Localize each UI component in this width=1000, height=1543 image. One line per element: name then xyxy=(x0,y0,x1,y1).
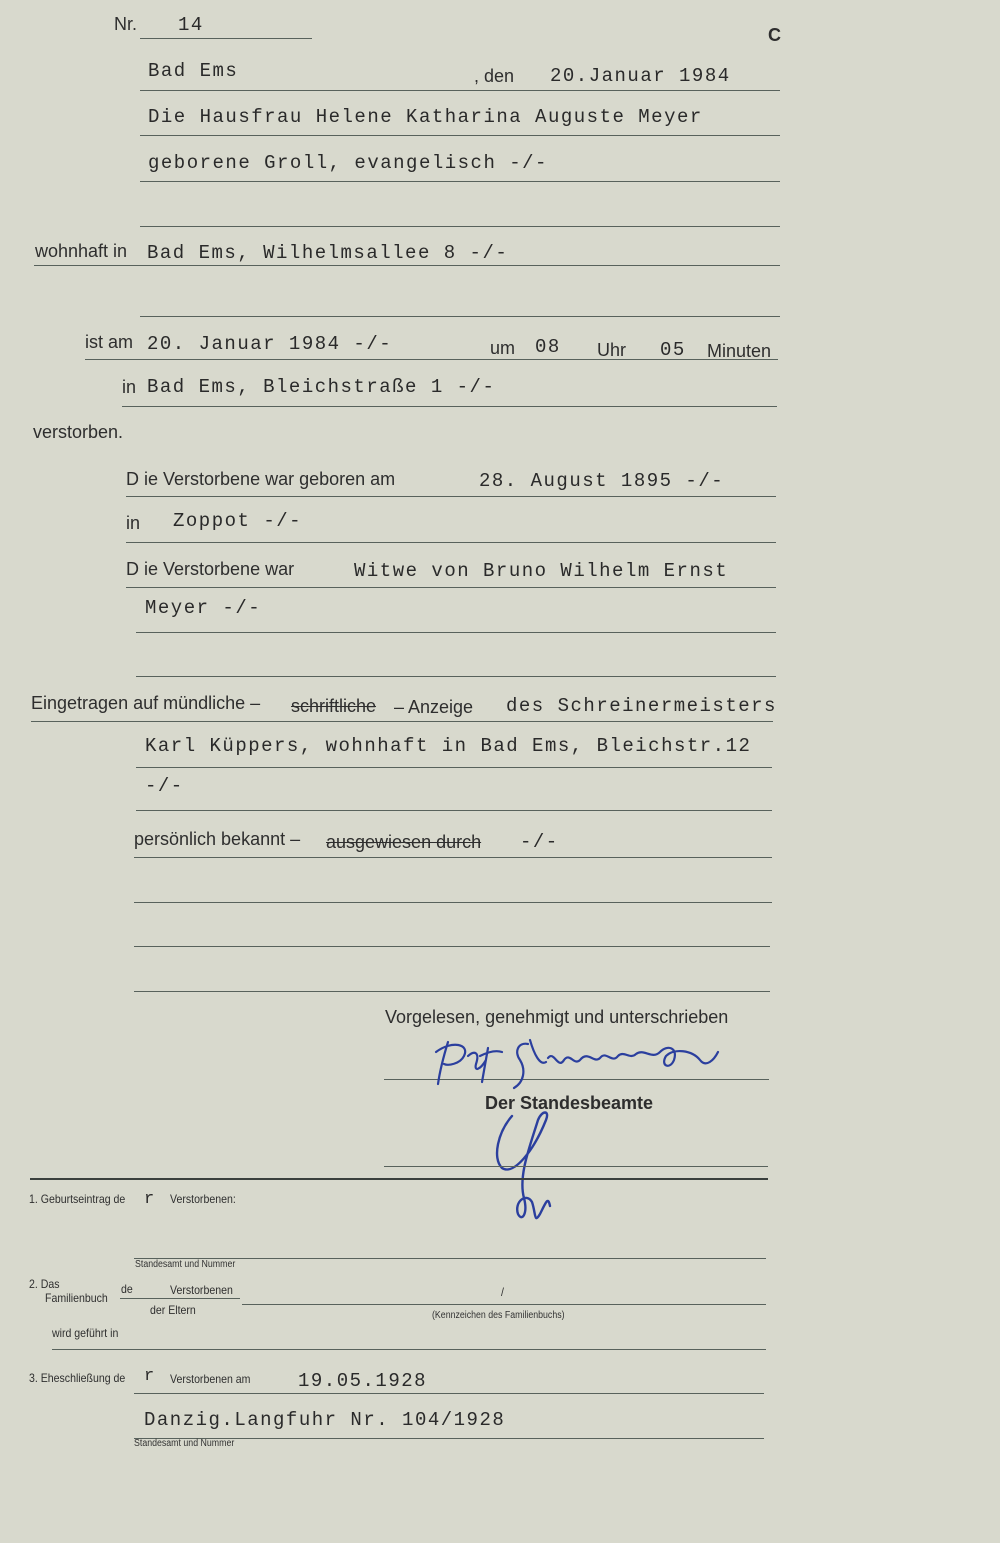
rule xyxy=(136,676,776,677)
bekannt-label: persönlich bekannt – xyxy=(134,829,301,849)
rule xyxy=(134,857,772,858)
den-label: , den xyxy=(474,66,515,86)
marriage-registry: Danzig.Langfuhr Nr. 104/1928 xyxy=(144,1409,506,1431)
footer-3-label: 3. Eheschließung de xyxy=(29,1371,126,1385)
rule xyxy=(126,542,776,543)
place-date-line xyxy=(140,90,780,91)
rule xyxy=(126,587,776,588)
footer-2-label-b: Familienbuch xyxy=(45,1291,108,1305)
footer-1-label: 1. Geburtseintrag de xyxy=(29,1192,126,1206)
birth-place: Zoppot -/- xyxy=(173,510,303,532)
section-divider xyxy=(30,1178,768,1180)
rule xyxy=(136,810,772,811)
rule xyxy=(242,1304,766,1305)
footer-3-label-b: Verstorbenen am xyxy=(170,1372,251,1386)
rule xyxy=(140,316,780,317)
rule xyxy=(140,135,780,136)
series-letter: C xyxy=(768,25,781,45)
rule xyxy=(136,632,776,633)
rule xyxy=(120,1298,240,1299)
birth-date: 28. August 1895 -/- xyxy=(479,470,725,492)
footer-2-slash: / xyxy=(501,1285,504,1299)
rule xyxy=(31,721,773,722)
rule xyxy=(140,181,780,182)
footer-2-label-a: 2. Das xyxy=(29,1277,60,1291)
footer-1-r: r xyxy=(144,1190,156,1209)
footer-2-opt-1: Verstorbenen xyxy=(170,1283,233,1297)
deceased-line-2: geborene Groll, evangelisch -/- xyxy=(148,152,548,174)
death-place: Bad Ems, Bleichstraße 1 -/- xyxy=(147,376,496,398)
minuten-label: Minuten xyxy=(707,341,772,361)
footer-3-r: r xyxy=(144,1367,156,1386)
bekannt-value: -/- xyxy=(520,831,559,853)
place-value: Bad Ems xyxy=(148,60,239,82)
footer-2-kennzeichen: (Kennzeichen des Familienbuchs) xyxy=(432,1310,565,1321)
registration-struck: schriftliche xyxy=(291,696,377,716)
death-minutes: 05 xyxy=(660,339,686,361)
rule xyxy=(134,902,772,903)
rule xyxy=(126,496,776,497)
registrar-signature xyxy=(488,1102,568,1227)
registration-label-a: Eingetragen auf mündliche – xyxy=(31,693,261,713)
rule xyxy=(34,265,780,266)
residence-label: wohnhaft in xyxy=(35,241,128,261)
footer-1-label-b: Verstorbenen: xyxy=(170,1192,236,1206)
registration-label-b: – Anzeige xyxy=(394,697,474,717)
marital-line-1: Witwe von Bruno Wilhelm Ernst xyxy=(354,560,729,582)
birth-in-label: in xyxy=(126,513,141,533)
residence-value: Bad Ems, Wilhelmsallee 8 -/- xyxy=(147,242,509,264)
date-value: 20.Januar 1984 xyxy=(550,65,731,87)
nr-value: 14 xyxy=(178,14,204,36)
uhr-label: Uhr xyxy=(597,340,627,360)
rule xyxy=(134,991,770,992)
nr-line xyxy=(140,38,312,39)
read-approved-label: Vorgelesen, genehmigt und unterschrieben xyxy=(385,1007,729,1027)
death-date: 20. Januar 1984 -/- xyxy=(147,333,393,355)
verstorben-label: verstorben. xyxy=(33,422,124,442)
deceased-line-1: Die Hausfrau Helene Katharina Auguste Meyer xyxy=(148,106,703,128)
rule xyxy=(134,946,770,947)
rule xyxy=(134,1393,764,1394)
ist-am-label: ist am xyxy=(85,332,134,352)
marriage-date: 19.05.1928 xyxy=(298,1370,428,1392)
footer-2-gefuehrt: wird geführt in xyxy=(52,1326,119,1340)
footer-2-opt-2: der Eltern xyxy=(150,1303,196,1317)
rule xyxy=(122,406,777,407)
rule xyxy=(136,767,772,768)
marital-line-2: Meyer -/- xyxy=(145,597,262,619)
footer-1-sub: Standesamt und Nummer xyxy=(135,1259,236,1270)
rule xyxy=(140,226,780,227)
informant-line-2: Karl Küppers, wohnhaft in Bad Ems, Bleichstr.12 xyxy=(145,735,752,757)
death-hour: 08 xyxy=(535,336,561,358)
death-in-label: in xyxy=(122,377,137,397)
registrar-label: Der Standesbeamte xyxy=(485,1093,654,1113)
informant-line-1: des Schreinermeisters xyxy=(506,695,777,717)
rule xyxy=(52,1349,766,1350)
bekannt-struck: ausgewiesen durch xyxy=(326,832,482,852)
informant-signature xyxy=(430,1030,730,1090)
footer-2-de: de xyxy=(121,1282,133,1296)
registrar-signature-line xyxy=(384,1166,768,1167)
rule xyxy=(85,359,778,360)
um-label: um xyxy=(490,338,516,358)
footer-3-sub: Standesamt und Nummer xyxy=(134,1438,235,1449)
nr-label: Nr. xyxy=(114,14,138,34)
birth-label: D ie Verstorbene war geboren am xyxy=(126,469,396,489)
informant-line-3: -/- xyxy=(145,775,184,797)
marital-label: D ie Verstorbene war xyxy=(126,559,295,579)
